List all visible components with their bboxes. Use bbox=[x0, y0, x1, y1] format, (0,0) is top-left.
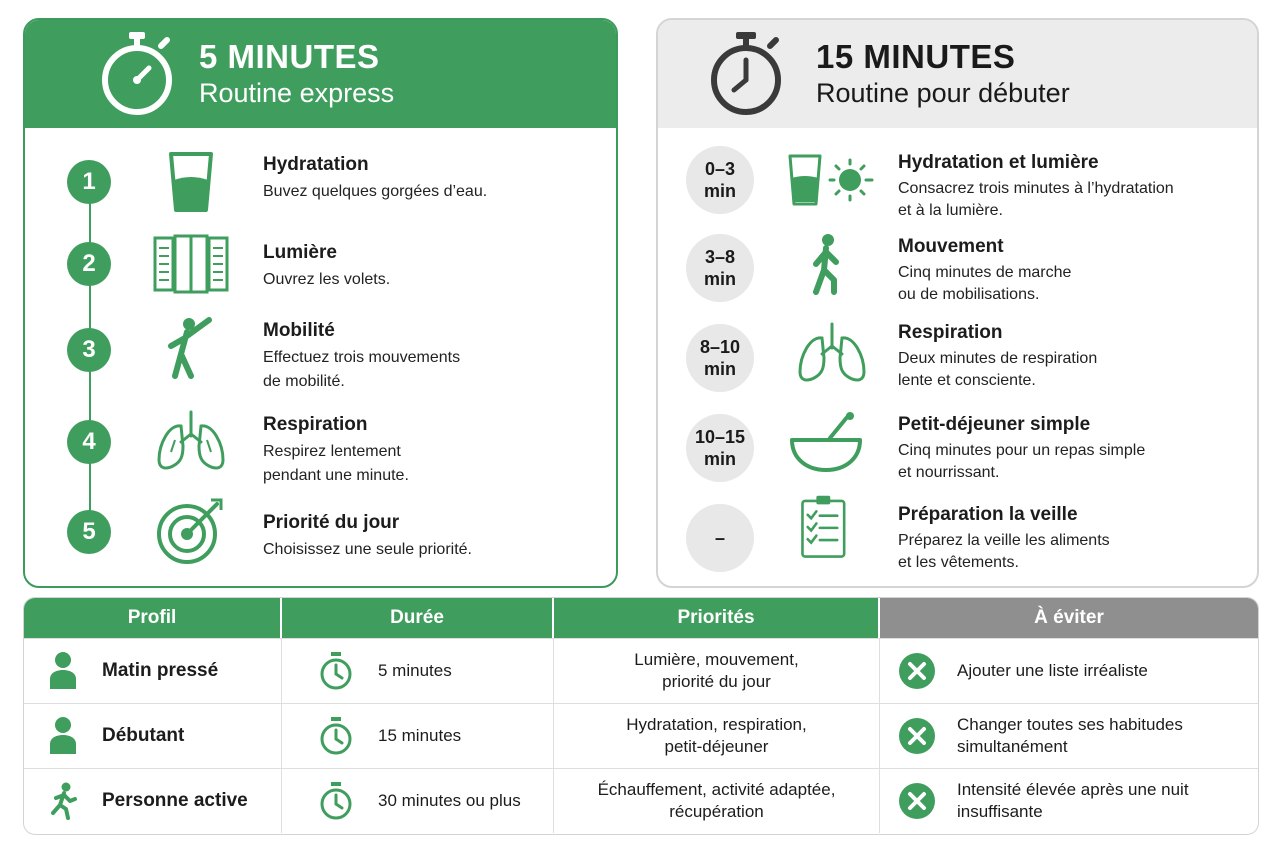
time-range-badge: – bbox=[686, 504, 754, 572]
priorities-cell: Échauffement, activité adaptée, récupération bbox=[554, 769, 880, 833]
step-description: Préparez la veille les aliments et les vêtements. bbox=[898, 532, 1110, 571]
bowl-icon bbox=[786, 410, 878, 476]
step-title: Respiration bbox=[263, 414, 368, 435]
step-description: Effectuez trois mouvements de mobilité. bbox=[263, 349, 461, 390]
table-row bbox=[24, 703, 1258, 768]
running-person-icon bbox=[48, 781, 78, 821]
express-header bbox=[25, 20, 616, 128]
stopwatch-icon bbox=[97, 30, 177, 118]
step-number: 3 bbox=[67, 328, 111, 372]
step-title: Priorité du jour bbox=[263, 512, 400, 533]
step-title: Respiration bbox=[898, 322, 1003, 343]
step-number: 5 bbox=[67, 510, 111, 554]
step-description: Respirez lentement pendant une minute. bbox=[263, 443, 409, 484]
avoid-text: Changer toutes ses habitudes simultanément bbox=[957, 715, 1183, 756]
beginner-header bbox=[658, 20, 1257, 128]
lungs-icon bbox=[151, 408, 231, 474]
header-priorities: Priorités bbox=[554, 598, 880, 638]
stopwatch-icon bbox=[318, 651, 354, 691]
time-range-badge: 3–8 min bbox=[686, 234, 754, 302]
checklist-icon bbox=[786, 494, 878, 560]
beginner-routine-card bbox=[656, 18, 1259, 588]
header-avoid: À éviter bbox=[880, 598, 1258, 638]
duration-value: 5 minutes bbox=[378, 661, 452, 680]
duration-value: 30 minutes ou plus bbox=[378, 791, 521, 810]
table-row bbox=[24, 638, 1258, 703]
express-subtitle: Routine express bbox=[199, 78, 395, 108]
express-title: 5 MINUTES bbox=[199, 38, 380, 75]
walking-person-icon bbox=[786, 232, 878, 298]
header-duration: Durée bbox=[282, 598, 554, 638]
priorities-cell: Hydratation, respiration, petit-déjeuner bbox=[554, 704, 880, 768]
beginner-title: 15 MINUTES bbox=[816, 38, 1016, 75]
header-profile: Profil bbox=[24, 598, 282, 638]
step-number: 1 bbox=[67, 160, 111, 204]
step-title: Mouvement bbox=[898, 236, 1004, 257]
cross-icon bbox=[898, 717, 936, 755]
water-glass-icon bbox=[151, 150, 231, 216]
stretching-person-icon bbox=[151, 316, 231, 382]
step-description: Buvez quelques gorgées d’eau. bbox=[263, 183, 488, 200]
priorities-cell: Lumière, mouvement, priorité du jour bbox=[554, 639, 880, 703]
time-range-badge: 10–15 min bbox=[686, 414, 754, 482]
step-number: 4 bbox=[67, 420, 111, 464]
table-row bbox=[24, 768, 1258, 833]
step-description: Consacrez trois minutes à l’hydratation et à la lumière. bbox=[898, 180, 1174, 219]
window-shutters-icon bbox=[151, 232, 231, 298]
person-icon bbox=[48, 651, 78, 691]
avoid-text: Intensité élevée après une nuit insuffisante bbox=[957, 780, 1189, 821]
lungs-icon bbox=[786, 320, 878, 386]
profile-name: Matin pressé bbox=[102, 660, 219, 681]
cross-icon bbox=[898, 782, 936, 820]
person-icon bbox=[48, 716, 78, 756]
step-title: Hydratation et lumière bbox=[898, 152, 1099, 173]
stopwatch-icon bbox=[318, 716, 354, 756]
step-description: Cinq minutes de marche ou de mobilisations. bbox=[898, 264, 1072, 303]
express-routine-card bbox=[23, 18, 618, 588]
target-icon bbox=[151, 498, 231, 564]
water-and-sun-icon bbox=[786, 148, 878, 214]
avoid-text: Ajouter une liste irréaliste bbox=[957, 661, 1148, 680]
cross-icon bbox=[898, 652, 936, 690]
step-description: Deux minutes de respiration lente et consciente. bbox=[898, 350, 1098, 389]
beginner-subtitle: Routine pour débuter bbox=[816, 78, 1070, 108]
time-range-badge: 0–3 min bbox=[686, 146, 754, 214]
step-title: Préparation la veille bbox=[898, 504, 1078, 525]
profile-table bbox=[23, 597, 1259, 835]
profile-name: Personne active bbox=[102, 790, 248, 811]
profile-name: Débutant bbox=[102, 725, 185, 746]
stopwatch-icon bbox=[706, 30, 786, 118]
time-range-badge: 8–10 min bbox=[686, 324, 754, 392]
duration-value: 15 minutes bbox=[378, 726, 462, 745]
stopwatch-icon bbox=[318, 781, 354, 821]
step-title: Lumière bbox=[263, 242, 337, 263]
step-description: Choisissez une seule priorité. bbox=[263, 541, 472, 558]
step-description: Cinq minutes pour un repas simple et nourrissant. bbox=[898, 442, 1146, 481]
step-description: Ouvrez les volets. bbox=[263, 271, 391, 288]
step-title: Petit-déjeuner simple bbox=[898, 414, 1091, 435]
table-header bbox=[24, 598, 1258, 638]
step-number: 2 bbox=[67, 242, 111, 286]
step-title: Mobilité bbox=[263, 320, 335, 341]
step-title: Hydratation bbox=[263, 154, 369, 175]
